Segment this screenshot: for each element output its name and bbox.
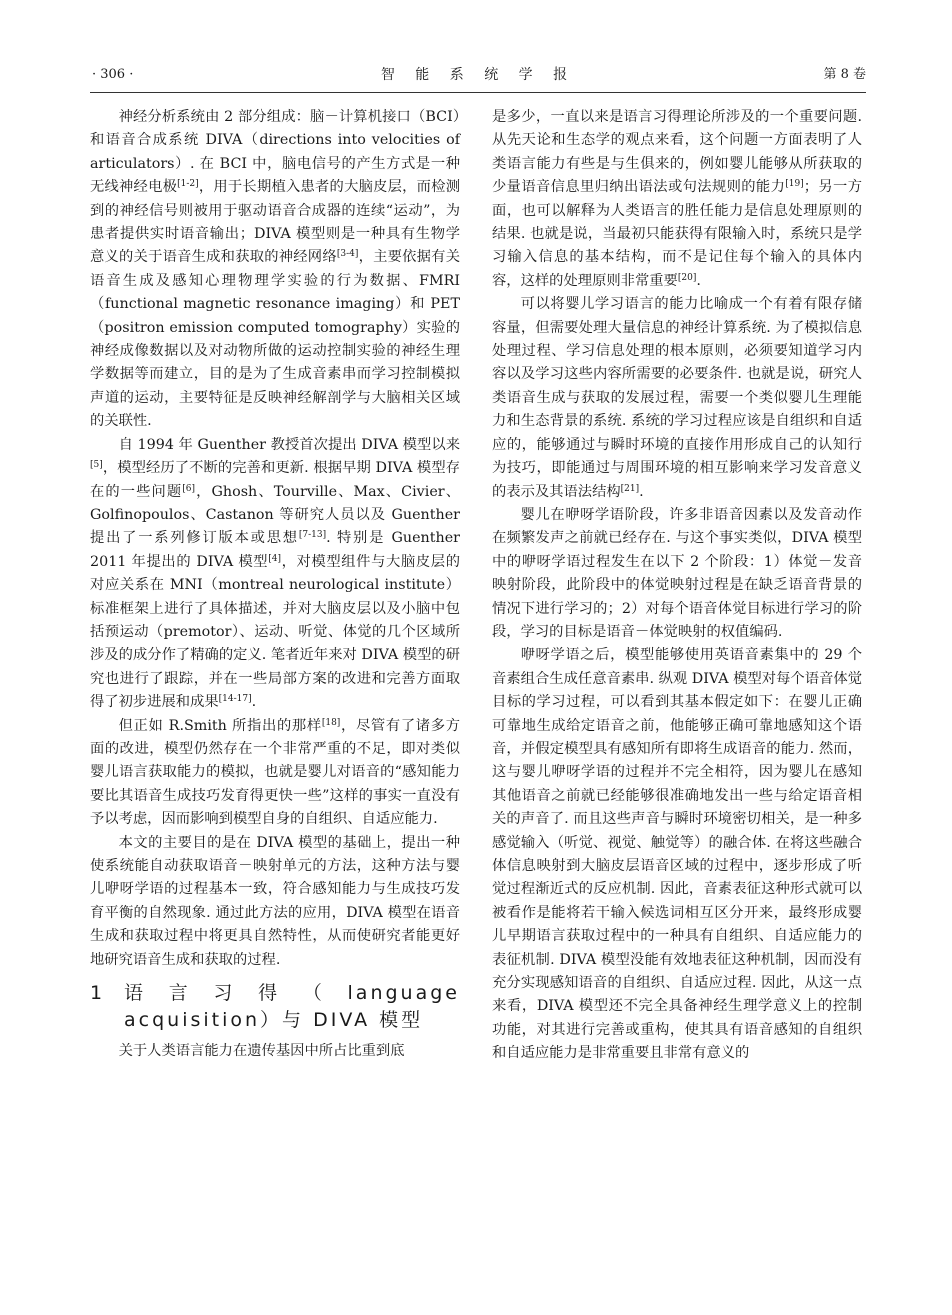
- citation[interactable]: [14-17]: [218, 694, 252, 705]
- citation[interactable]: [7-13]: [298, 530, 327, 541]
- citation[interactable]: [19]: [785, 179, 804, 190]
- paragraph: 咿呀学语之后，模型能够使用英语音素集中的 29 个音素组合生成任意音素串. 纵观 DIVA 模型对每个语音体觉目标的学习过程，可以看到其基本假定如下：在婴儿正确可靠地生成给定语音之前，他能够正确可靠地感知这个语音，并假定模型具有感知所有即将生成语音的能力. 然而，这与婴儿咿呀学语的过程并不完全相符，因为婴儿在感知其他语音之前就已经能够很准确地发出一些与给定语音相关的声音了. 而且这些声音与瞬时环境密切相关，是一种多感觉输入（听觉、视觉、触觉等）的融合体. 在将这些融合体信息映射到大脑皮层语音区域的过程中，逐步形成了听觉过程渐近式的反应机制. 因此，音素表征这种形式就可以被看作是能将若干输入候选词相互区分开来，最终形成婴儿早期语言获取过程中的一种具有自组织、自适应能力的表征机制. DIVA 模型没能有效地表征这种机制，因而没有充分实现感知语音的自组织、自适应过程. 因此，从这一点来看，DIVA 模型还不完全具备神经生理学意义上的控制功能，对其进行完善或重构，使其具有语音感知的自组织和自适应能力是非常重要且非常有意义的: [492, 647, 862, 1062]
- citation[interactable]: [5]: [90, 460, 103, 471]
- paragraph: 但正如 R.Smith 所指出的那样[18]，尽管有了诸多方面的改进，模型仍然存在一个非常严重的不足，即对类似婴儿语言获取能力的模拟，也就是婴儿对语音的“感知能力要比其语音生成技巧发育得更快一些”这样的事实一直没有予以考虑，因而影响到模型自身的自组织、自适应能力.: [90, 717, 461, 828]
- paragraph: 可以将婴儿学习语言的能力比喻成一个有着有限存储容量，但需要处理大量信息的神经计算系统. 为了模拟信息处理过程、学习信息处理的根本原则，必须要知道学习内容以及学习这些内容所需要的必要条件. 也就是说，研究人类语音生成与获取的发展过程，需要一个类似婴儿生理能力和生态背景的系统. 系统的学习过程应该是自组织和自适应的，能够通过与瞬时环境的直接作用形成自己的认知行为技巧，即能通过与周围环境的相互影响来学习发音意义的表示及其语法结构[21].: [492, 296, 862, 500]
- section-heading: [90, 980, 460, 1034]
- paragraph: 关于人类语言能力在遗传基因中所占比重到底: [118, 1043, 405, 1060]
- section-title: 语言习得（language acquisition）与 DIVA 模型: [124, 982, 460, 1032]
- paragraph: 自 1994 年 Guenther 教授首次提出 DIVA 模型以来[5]，模型经历了不断的完善和更新. 根据早期 DIVA 模型存在的一些问题[6]，Ghosh、Tourville、Max、Civier、Golfinopoulos、Castanon 等研究人员以及 Guenther 提出了一系列修订版本或思想[7-13]. 特别是 Guenther 2011 年提出的 DIVA 模型[4]，对模型组件与大脑皮层的对应关系在 MNI（montreal neurological institute）标准框架上进行了具体描述，并对大脑皮层以及小脑中包括预运动（premotor）、运动、听觉、体觉的几个区域所涉及的成分作了精确的定义. 笔者近年来对 DIVA 模型的研究也进行了跟踪，并在一些局部方案的改进和完善方面取得了初步进展和成果[14-17].: [90, 436, 461, 711]
- journal-title: 智 能 系 统 学 报: [380, 67, 576, 83]
- paragraph: 神经分析系统由 2 部分组成：脑－计算机接口（BCI）和语音合成系统 DIVA（directions into velocities of articulators）. 在 BCI 中，脑电信号的产生方式是一种无线神经电极[1-2]，用于长期植入患者的大脑皮层，而检测到的神经信号则被用于驱动语音合成器的连续“运动”，为患者提供实时语音输出；DIVA 模型则是一种具有生物学意义的关于语音生成和获取的神经网络[3-4]，主要依据有关语音生成及感知心理物理学实验的行为数据、FMRI（functional magnetic resonance imaging）和 PET（positron emission computed tomography）实验的神经成像数据以及对动物所做的运动控制实验的神经生理学数据等而建立，目的是为了生成音素串而学习控制模拟声道的运动，主要特征是反映神经解剖学与大脑相关区域的关联性.: [90, 109, 461, 430]
- paragraph: 是多少，一直以来是语言习得理论所涉及的一个重要问题. 从先天论和生态学的观点来看，这个问题一方面表明了人类语言能力有些是与生俱来的，例如婴儿能够从所获取的少量语音信息里归纳出语法或句法规则的能力[19]；另一方面，也可以解释为人类语言的胜任能力是信息处理原则的结果. 也就是说，当最初只能获得有限输入时，系统只是学习输入信息的基本结构，而不是记住每个输入的具体内容，这样的处理原则非常重要[20].: [492, 109, 863, 289]
- citation[interactable]: [6]: [182, 483, 196, 494]
- citation[interactable]: [20]: [677, 272, 697, 283]
- page-number: · 306 ·: [92, 67, 134, 82]
- paragraph: 婴儿在咿呀学语阶段，许多非语音因素以及发音动作在频繁发声之前就已经存在. 与这个事实类似，DIVA 模型中的咿呀学语过程发生在以下 2 个阶段：1）体觉－发音映射阶段，此阶段中的体觉映射过程是在缺乏语音背景的情况下进行学习的；2）对每个语音体觉目标进行学习的阶段，学习的目标是语音－体觉映射的权值编码.: [492, 506, 862, 640]
- page-header: [90, 64, 866, 86]
- citation[interactable]: [4]: [268, 553, 281, 564]
- citation[interactable]: [18]: [321, 717, 341, 728]
- header-rule: [90, 92, 866, 93]
- volume-label: 第 8 卷: [823, 67, 866, 82]
- section-number: 1: [90, 982, 103, 1005]
- right-column: [492, 106, 862, 1066]
- citation[interactable]: [3-4]: [336, 249, 359, 260]
- paragraph: 本文的主要目的是在 DIVA 模型的基础上，提出一种使系统能自动获取语音－映射单元的方法，这种方法与婴儿咿呀学语的过程基本一致，符合感知能力与生成技巧发育平衡的自然现象. 通过此方法的应用，DIVA 模型在语音生成和获取过程中将更具自然特性，从而使研究者能更好地研究语音生成和获取的过程.: [90, 834, 460, 968]
- citation[interactable]: [21]: [620, 483, 640, 494]
- left-column: [90, 106, 460, 1063]
- citation[interactable]: [1-2]: [177, 179, 199, 190]
